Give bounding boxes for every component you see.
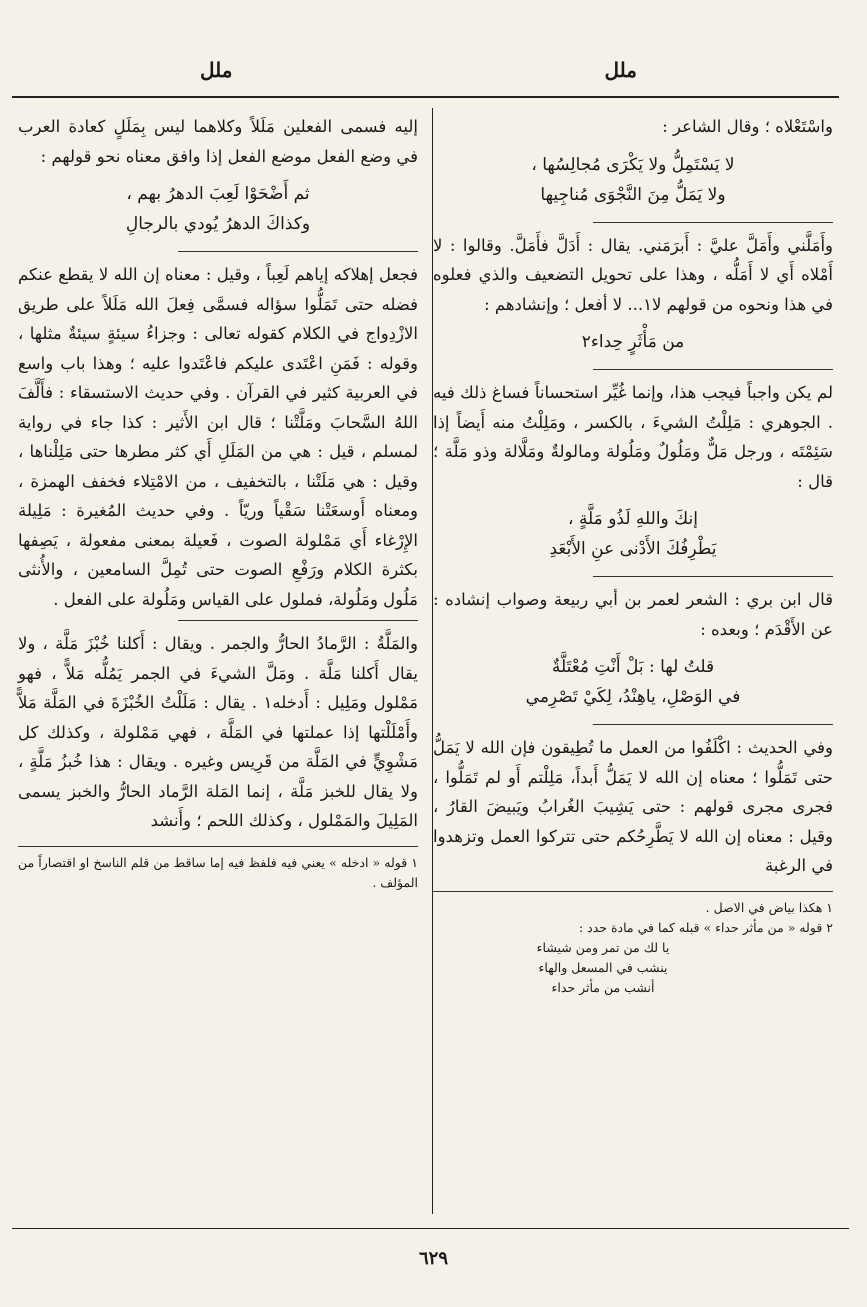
verse-line: لا يَسْتَمِلُّ ولا يَكْرَى مُجالِسُها ، [531, 154, 735, 175]
footnote-rule [18, 846, 418, 847]
verse-line: قلتُ لها : بَلْ أَنْتِ مُعْتَلَّةٌ [551, 657, 715, 677]
footnote-1: ١ هكذا بياض في الاصل . [705, 899, 833, 915]
footnote-verse-line: يا لك من تمر ومن شيشاء [536, 939, 670, 955]
right-verse-3 [433, 504, 833, 564]
footnote-2: ٢ قوله « من مأثر حداء » قبله كما في مادة حدد : [578, 919, 833, 935]
right-paragraph-3: لم يكن واجباً فيجب هذا، وإنما غُيِّر استحساناً فساغ ذلك فيه . الجوهري : مَلِلْتُ الشيءَ ، بالكسر ، ومَلِلْتُ منه أَيضاً إذا سَئِمْتَه ، ورجل مَلٌّ ومَلُولٌ ومَلُولة ومالولةٌ ومَلَّالة وذو مَلَّة ؛ قال : [433, 383, 833, 491]
section-separator [593, 576, 833, 577]
section-separator [593, 369, 833, 370]
right-paragraph-5: وفي الحديث : اكْلَفُوا من العمل ما تُطِيقون فإن الله لا يَمَلُّ حتى تَمَلُّوا ؛ معناه إن الله لا يَمَلُّ أَبداً، مَلِلْتم أَو لم تَمَلُّوا ، فجرى مجرى قولهم : حتى يَشِيبَ الغُرابُ ويَبيضَ القارُ ، وقيل : معناه إن الله لا يَطَّرِحُكم حتى تتركوا العمل وتزهدوا في الرغبة [433, 738, 833, 875]
verse-line: وكذاكَ الدهرُ يُودي بالرجالِ [125, 214, 311, 234]
left-paragraph-3: والمَلَّةُ : الرَّمادُ الحارُّ والجمر . ويقال : أَكلنا خُبْزَ مَلَّة ، ولا يقال أَكلنا مَلَّة . ومَلَّ الشيءَ في الجمر يَمُلُّه مَلاًّ ، فهو مَمْلول ومَلِيل : أَدخله١ . يقال : مَلَلْتُ الخُبْزَةَ في المَلَّة مَلاًّ وأَمْلَلْتها إذا عملتها في المَلَّة ، فهي مَمْلولة ، وكذلك كل مَشْوِيٍّ في المَلَّة من قَرِيس وغيره . ويقال : هذا خُبزُ مَلَّةٍ ، ولا يقال للخبز مَلَّة ، إنما المَلة الرَّماد الحارُّ والخبز يسمى المَلِيلَ والمَمْلول ، وكذلك اللحم ؛ وأَنشد [18, 634, 418, 830]
right-verse-4 [433, 652, 833, 712]
running-header-left: ملل [200, 58, 233, 82]
page-number: ٦٢٩ [418, 1248, 448, 1269]
right-column [433, 112, 833, 998]
left-verse-1 [18, 179, 418, 239]
left-footnotes [18, 853, 418, 893]
section-separator [593, 222, 833, 223]
verse-line: من مَأْثَرٍ حِداء٢ [581, 332, 685, 352]
verse-line: ولا يَمَلُّ مِنَ النَّجْوَى مُناجِيها [540, 184, 726, 205]
footnote-1: ١ قوله « ادخله » يعني فيه فلفظ فيه إما ساقط من قلم الناسخ او اقتصاراً من المؤلف . [18, 854, 418, 890]
verse-line: إنكَ واللهِ لَذُو مَلَّةٍ ، [568, 509, 698, 529]
verse-line: يَطْرِفُكَ الأَدْنى عنِ الأَبْعَدِ [549, 539, 717, 559]
left-paragraph-1: إليه فسمى الفعلين مَلَلاً وكلاهما ليس بِمَلَلٍ كعادة العرب في وضع الفعل موضع الفعل إذا وافق معناه نحو قولهم : [18, 117, 418, 166]
right-paragraph-1: واسْتَعْلاه ؛ وقال الشاعر : [662, 117, 833, 136]
footnote-verse-line: أنشب من مأثر حداء [551, 979, 655, 995]
section-separator [178, 251, 418, 252]
footnote-rule [433, 891, 833, 892]
running-header-right: ملل [604, 58, 637, 82]
right-paragraph-2: وأَمَلَّني وأَمَلَّ عليَّ : أَبرَمَني. يقال : أَدَلَّ فأَمَلَّ. وقالوا : لا أَمْلاه أَي لا أَمَلُّه ، وهذا على تحويل التضعيف والذي فعلوه في هذا ونحوه من قولهم لا١... لا أفعل ؛ وإنشادهم : [433, 235, 833, 314]
right-footnotes [433, 898, 833, 998]
right-paragraph-4: قال ابن بري : الشعر لعمر بن أبي ربيعة وصواب إنشاده : عن الأَقْدَم ؛ وبعده : [433, 590, 833, 639]
footer-rule [12, 1228, 849, 1229]
footnote-verse-line: ينشب في المسعل والهاء [538, 959, 668, 975]
left-column [18, 112, 418, 893]
verse-line: في الوَصْلِ، ياهِنْدُ، لِكَيْ تَصْرِمي [525, 687, 741, 707]
header-rule [12, 96, 839, 98]
section-separator [593, 724, 833, 725]
section-separator [178, 620, 418, 621]
right-verse-1 [433, 150, 833, 210]
right-verse-2 [433, 327, 833, 357]
verse-line: ثم أَضْحَوْا لَعِبَ الدهرُ بهم ، [126, 184, 310, 204]
left-paragraph-2: فجعل إهلاكه إياهم لَعِباً ، وقيل : معناه إن الله لا يقطع عنكم فضله حتى تَمَلُّوا سؤاله فسمَّى فِعلَ الله مَلَلاً على طريق الازْدِواج في الكلام كقوله تعالى : وجزاءُ سيئةٍ سيئةٌ مثلها ، وقوله : فَمَنِ اعْتَدى عليكم فاعْتَدوا عليه ؛ وهذا باب واسع في العربية كثير في القرآن . وفي حديث الاستسقاء : فأَلَّفَ اللهُ السَّحابَ ومَلَّتْنا ؛ قال ابن الأَثير : كذا جاء في رواية لمسلم ، قيل : هي من المَلَلِ أَي كثر مطرها حتى مَلِلْناها ، وقيل : هي مَلَتْنا ، بالتخفيف ، من الامْتِلاء فخفف الهمزة ، ومعناه أَوسعَتْنا سَقْياً وريّاً . وفي حديث المُغيرة : مَلِيلة الإِرْغاء أَي مَمْلولة الصوت ، فَعيلة بمعنى مفعولة ، يَصِفها بكثرة الكلام ورَفْعِ الصوت حتى تُمِلَّ السامعين ، والأُنثى مَلُول ومَلُولة، فملول على القياس ومَلُولة على الفعل . [18, 265, 418, 609]
